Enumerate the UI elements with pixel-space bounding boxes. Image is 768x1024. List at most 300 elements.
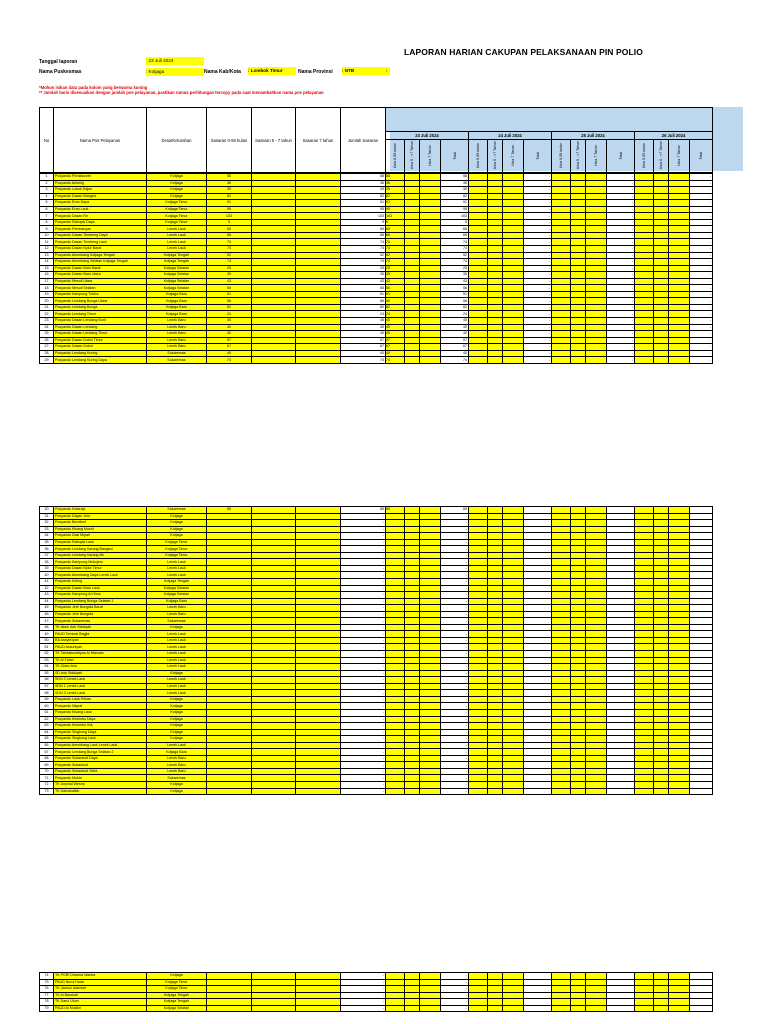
cell-d1-total: 74	[441, 246, 469, 253]
cell-sasaran-059[interactable]: 24	[207, 311, 252, 318]
cell-d3-total: -	[607, 304, 635, 311]
cell-no: 54	[40, 664, 54, 671]
cell-sasaran-059[interactable]: 74	[207, 246, 252, 253]
cell-nama-pos: Posyandu Rabupis Daya	[54, 219, 147, 226]
cell-sasaran-059[interactable]: 74	[207, 357, 252, 364]
cell-desa: Kotjaga	[147, 624, 207, 631]
cell-jumlah: -	[341, 788, 386, 795]
cell-input[interactable]	[586, 1005, 607, 1012]
cell-nama-pos: TK Jasinul Islamiah	[54, 986, 147, 993]
cell-d1-059[interactable]: 35	[386, 272, 405, 279]
cell-d3-total	[607, 788, 635, 795]
cell-d1-total: 82	[441, 304, 469, 311]
cell-desa: Kotjaga	[147, 788, 207, 795]
sub-7: Usia 7 Tahun	[503, 140, 524, 173]
cell-input[interactable]	[503, 1005, 524, 1012]
cell-d1-059[interactable]	[386, 788, 405, 795]
cell-nama-pos: TK Unyinal Wesep	[54, 781, 147, 788]
cell-sasaran-059[interactable]: 36	[207, 180, 252, 187]
cell-input[interactable]	[571, 1005, 586, 1012]
cell-d1-059[interactable]	[386, 1005, 405, 1012]
cell-jumlah: 74	[341, 259, 386, 266]
cell-desa: Lenek Lauk	[147, 651, 207, 658]
cell-desa: Kotjaga Tengah	[147, 999, 207, 1006]
cell-d1-total: 56	[441, 285, 469, 292]
cell-nama-pos: Posyandu Peraksowet	[54, 174, 147, 181]
cell-d1-059[interactable]: 56	[386, 298, 405, 305]
cell-no: 48	[40, 624, 54, 631]
cell-d2-total: -	[524, 285, 552, 292]
cell-d1-059[interactable]: 103	[386, 213, 405, 220]
cell-input[interactable]	[552, 788, 571, 795]
cell-sasaran-059[interactable]: 74	[207, 239, 252, 246]
cell-sasaran-059[interactable]: 67	[207, 344, 252, 351]
cell-jumlah: 39	[341, 187, 386, 194]
cell-nama-pos: Posyandu Mesuli Selatan	[54, 285, 147, 292]
cell-d1-059[interactable]: 40	[386, 350, 405, 357]
cell-nama-pos: TK Al Falah	[54, 657, 147, 664]
cell-d1-total: -	[441, 677, 469, 684]
cell-jumlah: 65	[341, 226, 386, 233]
cell-sasaran-059[interactable]: 95	[207, 206, 252, 213]
cell-d1-059[interactable]: 82	[386, 193, 405, 200]
puskesmas-label: Nama Puskesmas	[39, 69, 82, 75]
sub-total: Total	[690, 140, 713, 173]
cell-desa: Lenek Lauk	[147, 742, 207, 749]
col-jumlah-sasaran: Jumlah Sasaran	[341, 108, 386, 173]
cell-desa: Lenek Baru	[147, 755, 207, 762]
cell-d1-total: -	[441, 723, 469, 730]
cell-d1-059[interactable]: 40	[386, 331, 405, 338]
cell-d3-total: -	[607, 206, 635, 213]
cell-d2-total: -	[524, 187, 552, 194]
cell-nama-pos: Posyandu Dasan Dobol Timur	[54, 337, 147, 344]
cell-no: 23	[40, 318, 54, 325]
cell-no: 76	[40, 986, 54, 993]
cell-d1-total: -	[441, 565, 469, 572]
cell-jumlah: -	[341, 585, 386, 592]
cell-no: 2	[40, 180, 54, 187]
cell-desa: Sukaremas	[147, 357, 207, 364]
cell-sasaran-7[interactable]	[296, 788, 341, 795]
cell-sasaran-059[interactable]	[207, 788, 252, 795]
cell-input[interactable]	[469, 357, 488, 364]
cell-input[interactable]	[420, 357, 441, 364]
cell-input[interactable]	[405, 1005, 420, 1012]
cell-input[interactable]	[635, 788, 654, 795]
cell-nama-pos: Posyandu Dasan Tembeng Lauk	[54, 239, 147, 246]
cell-d4-total: -	[690, 357, 713, 364]
cell-d1-059[interactable]: 56	[386, 285, 405, 292]
cell-jumlah: -	[341, 539, 386, 546]
cell-sasaran-059[interactable]: 82	[207, 304, 252, 311]
cell-no: 32	[40, 520, 54, 527]
cell-d1-059[interactable]: 65	[386, 226, 405, 233]
puskesmas-value[interactable]: : Kotjaga	[146, 68, 204, 76]
cell-d3-total: -	[607, 318, 635, 325]
cell-sasaran-059[interactable]: 103	[207, 213, 252, 220]
cell-no: 15	[40, 265, 54, 272]
cell-sasaran-059[interactable]: 45	[207, 318, 252, 325]
cell-d3-total	[607, 1005, 635, 1012]
cell-d2-total: -	[524, 318, 552, 325]
cell-input[interactable]	[669, 357, 690, 364]
cell-sasaran-059[interactable]: 82	[207, 193, 252, 200]
cell-input[interactable]	[586, 788, 607, 795]
cell-jumlah: -	[341, 690, 386, 697]
kabkota-value[interactable]: : Lombok Timur	[248, 67, 296, 75]
cell-nama-pos: Posyandu Lendang Kuring Daya	[54, 357, 147, 364]
cell-jumlah: 58	[341, 174, 386, 181]
cell-d2-total: -	[524, 291, 552, 298]
cell-sasaran-059[interactable]	[207, 1005, 252, 1012]
cell-d1-059[interactable]: 43	[386, 278, 405, 285]
cell-sasaran-7[interactable]	[296, 1005, 341, 1012]
cell-no: 13	[40, 252, 54, 259]
sub-57: Usia 5 - <7 Tahun	[571, 140, 586, 173]
cell-input[interactable]	[586, 357, 607, 364]
cell-d3-total: -	[607, 213, 635, 220]
cell-d1-total: 57	[441, 337, 469, 344]
cell-input[interactable]	[552, 357, 571, 364]
cell-desa: Kotjaga Selatan	[147, 1005, 207, 1012]
cell-d1-059[interactable]: 25	[386, 265, 405, 272]
cell-d1-total: 25	[441, 265, 469, 272]
cell-jumlah: -	[341, 986, 386, 993]
cell-d3-total: -	[607, 219, 635, 226]
data-table-part-2	[39, 506, 713, 795]
cell-desa: Kotjaga Tengah	[147, 259, 207, 266]
cell-jumlah: 24	[341, 311, 386, 318]
cell-d1-total: 36	[441, 180, 469, 187]
cell-jumlah: 82	[341, 193, 386, 200]
cell-d2-total: -	[524, 232, 552, 239]
cell-sasaran-059[interactable]: 39	[207, 187, 252, 194]
cell-desa: Kotjaga Timur	[147, 213, 207, 220]
cell-d1-059[interactable]: 66	[386, 232, 405, 239]
cell-desa: Lenek Baru	[147, 318, 207, 325]
cell-d1-059[interactable]: 91	[386, 200, 405, 207]
cell-d1-059[interactable]: 45	[386, 318, 405, 325]
cell-no: 24	[40, 324, 54, 331]
sub-total: Total	[441, 140, 469, 173]
cell-sasaran-059[interactable]: 56	[207, 298, 252, 305]
cell-nama-pos: Posyandu Dasan Nyiur Barat	[54, 246, 147, 253]
cell-jumlah: 40	[341, 324, 386, 331]
cell-desa: Kotjaga Baru	[147, 291, 207, 298]
cell-d3-total: -	[607, 265, 635, 272]
cell-d2-total	[524, 1005, 552, 1012]
cell-no: 65	[40, 736, 54, 743]
cell-no: 8	[40, 219, 54, 226]
cell-d1-059[interactable]: 24	[386, 311, 405, 318]
cell-no: 45	[40, 605, 54, 612]
cell-d1-total: -	[441, 605, 469, 612]
cell-sasaran-57[interactable]	[252, 1005, 296, 1012]
cell-jumlah: 40	[341, 331, 386, 338]
cell-input[interactable]	[469, 788, 488, 795]
cell-d4-total: -	[690, 331, 713, 338]
cell-d1-059[interactable]: 57	[386, 337, 405, 344]
cell-no: 39	[40, 565, 54, 572]
cell-input[interactable]	[552, 1005, 571, 1012]
cell-input[interactable]	[488, 788, 503, 795]
cell-no: 51	[40, 644, 54, 651]
cell-input[interactable]	[503, 357, 524, 364]
table-row	[40, 1005, 713, 1012]
cell-nama-pos: PAUD Nurul Huda	[54, 979, 147, 986]
cell-input[interactable]	[669, 788, 690, 795]
cell-sasaran-059[interactable]: 25	[207, 265, 252, 272]
cell-d3-total: -	[607, 278, 635, 285]
tanggal-value[interactable]: : 23 Juli 2024	[146, 57, 204, 65]
cell-d3-total: -	[607, 291, 635, 298]
cell-d1-059[interactable]: 95	[386, 206, 405, 213]
data-table-part-1	[39, 173, 713, 364]
cell-jumlah: 82	[341, 304, 386, 311]
cell-no: 26	[40, 337, 54, 344]
cell-desa: Kotjaga Timur	[147, 539, 207, 546]
sub-total: Total	[524, 140, 552, 173]
cell-input[interactable]	[469, 1005, 488, 1012]
cell-input[interactable]	[635, 357, 654, 364]
cell-d1-total: -	[441, 552, 469, 559]
cell-input[interactable]	[635, 1005, 654, 1012]
provinsi-label: Nama Provinsi	[298, 69, 333, 75]
cell-d1-total: -	[441, 618, 469, 625]
cell-input[interactable]	[420, 788, 441, 795]
cell-d3-total: -	[607, 350, 635, 357]
cell-sasaran-059[interactable]: 40	[207, 350, 252, 357]
cell-no: 11	[40, 239, 54, 246]
cell-input[interactable]	[503, 788, 524, 795]
cell-nama-pos: Posyandu Kampung Mukujeru	[54, 559, 147, 566]
cell-d1-total: -	[441, 1005, 469, 1012]
cell-jumlah: 35	[341, 272, 386, 279]
cell-nama-pos: TK Tarbiatunsibyan Al Mannan	[54, 651, 147, 658]
cell-jumlah: 103	[341, 213, 386, 220]
cell-d1-059[interactable]: 39	[386, 187, 405, 194]
cell-d1-total: -	[441, 986, 469, 993]
cell-desa: Kotjaga Timur	[147, 219, 207, 226]
cell-nama-pos: Posyandu Dayan Jere	[54, 513, 147, 520]
cell-sasaran-059[interactable]: 52	[207, 252, 252, 259]
note-row-count: ** Jumlah baris disesuaikan dengan jumlah pos pelayanan, pastikan rumus perhitungan tercopy pada saat menambahkan nama pos pelayanan	[39, 90, 324, 95]
cell-jumlah: -	[341, 664, 386, 671]
cell-sasaran-059[interactable]: 66	[207, 232, 252, 239]
cell-desa: Kotjaga Timur	[147, 206, 207, 213]
cell-desa: Kotjaga	[147, 709, 207, 716]
cell-desa: Lenek Lauk	[147, 239, 207, 246]
cell-desa: Lenek Lauk	[147, 677, 207, 684]
cell-d2-total: -	[524, 324, 552, 331]
cell-d2-total: -	[524, 350, 552, 357]
cell-nama-pos: Posyandu Lendang Karang Bangkol	[54, 546, 147, 553]
cell-sasaran-059[interactable]: 35	[207, 272, 252, 279]
cell-nama-pos: Posyandu Dasan Nyiur Timur	[54, 565, 147, 572]
cell-jumlah: -	[341, 559, 386, 566]
cell-d1-059[interactable]: 85	[386, 507, 405, 514]
cell-d2-total: -	[524, 246, 552, 253]
cell-no: 79	[40, 1005, 54, 1012]
cell-d1-059[interactable]: 82	[386, 304, 405, 311]
cell-d1-059[interactable]: 58	[386, 174, 405, 181]
cell-sasaran-059[interactable]: 85	[207, 507, 252, 514]
cell-d4-total: -	[690, 239, 713, 246]
cell-nama-pos: Posyandu Dasan Baru Utara	[54, 272, 147, 279]
cell-sasaran-059[interactable]: 51	[207, 291, 252, 298]
cell-no: 66	[40, 742, 54, 749]
cell-d1-total: -	[441, 670, 469, 677]
cell-d4-total: -	[690, 226, 713, 233]
cell-nama-pos: Posyandu Dasan Lendang Bunt	[54, 318, 147, 325]
cell-nama-pos: Posyandu Bendiset	[54, 520, 147, 527]
cell-input[interactable]	[420, 1005, 441, 1012]
cell-input[interactable]	[405, 788, 420, 795]
cell-no: 52	[40, 651, 54, 658]
cell-jumlah: -	[341, 979, 386, 986]
cell-d1-059[interactable]: 9	[386, 219, 405, 226]
cell-d1-059[interactable]: 74	[386, 246, 405, 253]
cell-jumlah: 9	[341, 219, 386, 226]
cell-d4-total: -	[690, 304, 713, 311]
cell-d1-total: -	[441, 644, 469, 651]
cell-nama-pos: TK Darussalkin	[54, 788, 147, 795]
cell-desa: Kotjaga	[147, 723, 207, 730]
cell-nama-pos: Posyandu Kesimbu Daya	[54, 716, 147, 723]
cell-no: 31	[40, 513, 54, 520]
cell-no: 74	[40, 973, 54, 980]
cell-no: 37	[40, 552, 54, 559]
cell-sasaran-57[interactable]	[252, 788, 296, 795]
date-header-4: 26 Juli 2024	[635, 132, 713, 140]
report-title: LAPORAN HARIAN CAKUPAN PELAKSANAAN PIN POLIO	[404, 47, 643, 57]
cell-no: 28	[40, 350, 54, 357]
cell-d1-total: -	[441, 716, 469, 723]
cell-input[interactable]	[571, 357, 586, 364]
cell-input[interactable]	[654, 357, 669, 364]
cell-nama-pos: Posyandu Dasan Lendang	[54, 324, 147, 331]
cell-sasaran-7[interactable]	[296, 357, 341, 364]
cell-jumlah: 40	[341, 350, 386, 357]
cell-no: 16	[40, 272, 54, 279]
cell-desa: Lenek Baru	[147, 768, 207, 775]
cell-sasaran-059[interactable]: 43	[207, 278, 252, 285]
cell-desa: Sukaremas	[147, 507, 207, 514]
cell-nama-pos: Posyandu Eran Daya	[54, 200, 147, 207]
cell-desa: Kotjaga	[147, 513, 207, 520]
provinsi-value[interactable]: : NTB :	[342, 67, 390, 75]
cell-d4-total: -	[690, 337, 713, 344]
cell-sasaran-059[interactable]: 40	[207, 331, 252, 338]
cell-jumlah: -	[341, 592, 386, 599]
sub-059: Usia 0-59 bulan	[635, 140, 654, 173]
cell-d1-059[interactable]: 74	[386, 239, 405, 246]
cell-jumlah: -	[341, 716, 386, 723]
cell-input[interactable]	[571, 788, 586, 795]
cell-jumlah: -	[341, 605, 386, 612]
cell-d1-total: 74	[441, 239, 469, 246]
cell-d1-total: 58	[441, 174, 469, 181]
cell-sasaran-059[interactable]: 56	[207, 285, 252, 292]
cell-d1-059[interactable]: 74	[386, 357, 405, 364]
cell-d1-059[interactable]: 40	[386, 324, 405, 331]
cell-input[interactable]	[488, 357, 503, 364]
cell-input[interactable]	[654, 788, 669, 795]
cell-jumlah: -	[341, 723, 386, 730]
cell-d1-total: -	[441, 749, 469, 756]
cell-sasaran-059[interactable]: 40	[207, 324, 252, 331]
cell-d1-059[interactable]: 51	[386, 291, 405, 298]
cell-desa: Kotjaga	[147, 526, 207, 533]
cell-d3-total: -	[607, 272, 635, 279]
cell-nama-pos: Posyandu Kisang Musrit	[54, 526, 147, 533]
cell-sasaran-57[interactable]	[252, 357, 296, 364]
cell-no: 55	[40, 670, 54, 677]
cell-d3-total: -	[607, 193, 635, 200]
cell-d1-total: 74	[441, 357, 469, 364]
cell-nama-pos: Posyandu Lendang Bunga Selatan 2	[54, 749, 147, 756]
cell-input[interactable]	[669, 1005, 690, 1012]
cell-d1-total: 40	[441, 350, 469, 357]
cell-sasaran-059[interactable]: 9	[207, 219, 252, 226]
cell-d1-059[interactable]: 36	[386, 180, 405, 187]
cell-nama-pos: RA Assyfa'iyah	[54, 637, 147, 644]
cell-sasaran-059[interactable]: 58	[207, 174, 252, 181]
cell-sasaran-059[interactable]: 65	[207, 226, 252, 233]
cell-jumlah: -	[341, 572, 386, 579]
data-table-part-3	[39, 972, 713, 1012]
cell-sasaran-059[interactable]: 57	[207, 337, 252, 344]
cell-no: 72	[40, 781, 54, 788]
cell-input[interactable]	[488, 1005, 503, 1012]
cell-jumlah: -	[341, 598, 386, 605]
cell-d1-total: 91	[441, 200, 469, 207]
cell-jumlah: 91	[341, 200, 386, 207]
col-sasaran-7: Sasaran 7 tahun	[296, 108, 341, 173]
cell-desa: Lenek Lauk	[147, 644, 207, 651]
cell-d1-059[interactable]: 52	[386, 252, 405, 259]
col-no: No	[40, 108, 54, 173]
cell-input[interactable]	[405, 357, 420, 364]
cell-no: 1	[40, 174, 54, 181]
cell-sasaran-059[interactable]: 74	[207, 259, 252, 266]
cell-jumlah: -	[341, 513, 386, 520]
cell-desa: Lenek Lauk	[147, 232, 207, 239]
cell-no: 34	[40, 533, 54, 540]
cell-d1-total: -	[441, 592, 469, 599]
cell-desa: Lenek Lauk	[147, 683, 207, 690]
cell-d4-total: -	[690, 350, 713, 357]
cell-input[interactable]	[654, 1005, 669, 1012]
cell-sasaran-059[interactable]: 91	[207, 200, 252, 207]
cell-d1-total: 74	[441, 259, 469, 266]
cell-nama-pos: Posyandu Nispat	[54, 703, 147, 710]
cell-d1-059[interactable]: 74	[386, 259, 405, 266]
cell-d4-total: -	[690, 278, 713, 285]
cell-desa: Lenek Baru	[147, 605, 207, 612]
cell-nama-pos: Posyandu Sukaraudi Setia	[54, 768, 147, 775]
cell-d1-total: -	[441, 729, 469, 736]
cell-d4-total: -	[690, 174, 713, 181]
cell-d3-total: -	[607, 331, 635, 338]
cell-no: 63	[40, 723, 54, 730]
cell-no: 69	[40, 762, 54, 769]
cell-nama-pos: PAUD Assuniyah	[54, 644, 147, 651]
cell-d1-total: -	[441, 973, 469, 980]
cell-d3-total: -	[607, 252, 635, 259]
cell-d1-059[interactable]: 67	[386, 344, 405, 351]
